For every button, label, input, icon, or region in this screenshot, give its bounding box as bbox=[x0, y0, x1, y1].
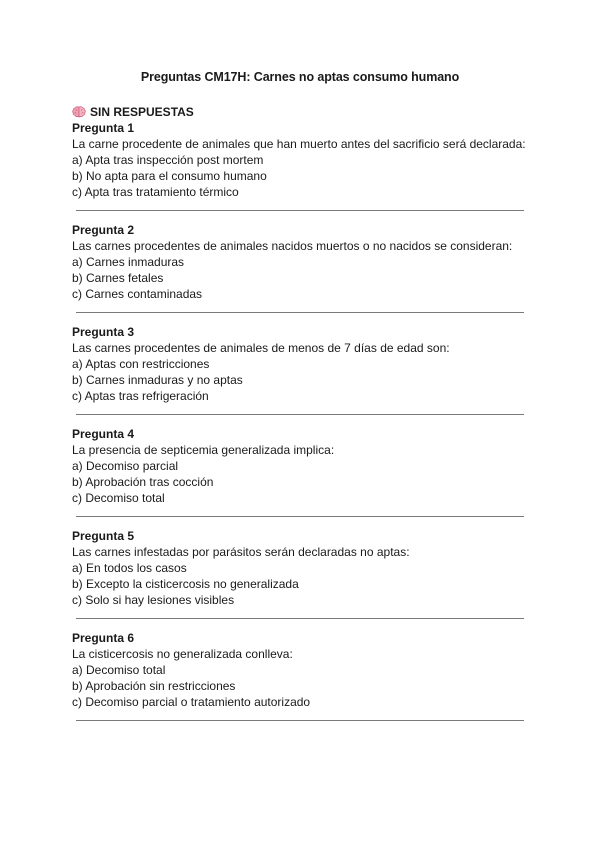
divider bbox=[76, 720, 524, 721]
question-title: Pregunta 3 bbox=[72, 325, 135, 339]
divider bbox=[76, 414, 524, 415]
question-4 bbox=[72, 426, 526, 506]
question-2 bbox=[72, 222, 526, 302]
option-a: a) Apta tras inspección post mortem bbox=[72, 153, 264, 167]
divider bbox=[76, 516, 524, 517]
question-text: La carne procedente de animales que han muerto antes del sacrificio será declarada: bbox=[72, 137, 526, 151]
option-a: a) Decomiso parcial bbox=[72, 459, 179, 473]
option-b: b) Excepto la cisticercosis no generalizada bbox=[72, 577, 299, 591]
option-c: c) Solo si hay lesiones visibles bbox=[72, 593, 235, 607]
question-text: Las carnes procedentes de animales nacidos muertos o no nacidos se consideran: bbox=[72, 239, 513, 253]
option-b: b) Aprobación sin restricciones bbox=[72, 679, 236, 693]
option-b: b) Carnes inmaduras y no aptas bbox=[72, 373, 243, 387]
section-heading-label: SIN RESPUESTAS bbox=[90, 105, 194, 119]
document-body bbox=[72, 104, 526, 732]
option-c: c) Carnes contaminadas bbox=[72, 287, 203, 301]
question-text: La cisticercosis no generalizada conlleva: bbox=[72, 647, 293, 661]
document-title: Preguntas CM17H: Carnes no aptas consumo humano bbox=[140, 70, 460, 84]
divider bbox=[76, 618, 524, 619]
question-1 bbox=[72, 120, 526, 200]
option-c: c) Aptas tras refrigeración bbox=[72, 389, 209, 403]
question-title: Pregunta 6 bbox=[72, 631, 135, 645]
question-title: Pregunta 1 bbox=[72, 121, 135, 135]
question-text: Las carnes infestadas por parásitos serán declaradas no aptas: bbox=[72, 545, 410, 559]
divider bbox=[76, 312, 524, 313]
option-c: c) Apta tras tratamiento térmico bbox=[72, 185, 239, 199]
option-b: b) Carnes fetales bbox=[72, 271, 164, 285]
divider bbox=[76, 210, 524, 211]
option-a: a) Decomiso total bbox=[72, 663, 166, 677]
section-heading bbox=[72, 104, 526, 120]
question-6 bbox=[72, 630, 526, 710]
question-title: Pregunta 5 bbox=[72, 529, 135, 543]
option-a: a) En todos los casos bbox=[72, 561, 187, 575]
option-c: c) Decomiso total bbox=[72, 491, 165, 505]
question-title: Pregunta 2 bbox=[72, 223, 135, 237]
option-b: b) No apta para el consumo humano bbox=[72, 169, 267, 183]
question-5 bbox=[72, 528, 526, 608]
option-c: c) Decomiso parcial o tratamiento autorizado bbox=[72, 695, 311, 709]
option-b: b) Aprobación tras cocción bbox=[72, 475, 214, 489]
question-title: Pregunta 4 bbox=[72, 427, 135, 441]
brain-icon bbox=[72, 106, 86, 118]
option-a: a) Carnes inmaduras bbox=[72, 255, 185, 269]
question-3 bbox=[72, 324, 526, 404]
question-text: La presencia de septicemia generalizada implica: bbox=[72, 443, 335, 457]
option-a: a) Aptas con restricciones bbox=[72, 357, 210, 371]
question-text: Las carnes procedentes de animales de menos de 7 días de edad son: bbox=[72, 341, 450, 355]
